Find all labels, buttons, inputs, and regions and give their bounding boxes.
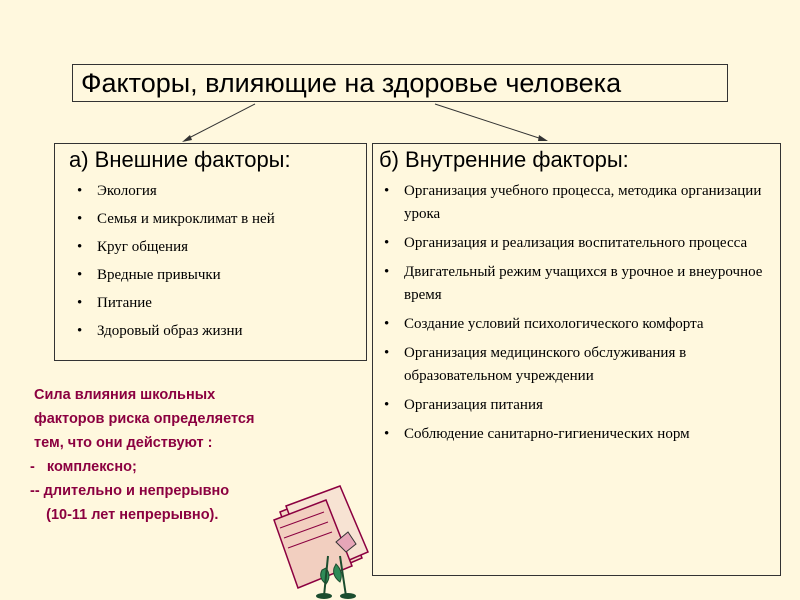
note-line: -- длительно и непрерывно xyxy=(30,483,230,499)
diagram-title: Факторы, влияющие на здоровье человека xyxy=(72,64,728,102)
external-factors-heading: а) Внешние факторы: xyxy=(69,147,291,172)
list-item: • Создание условий психологического комфорта xyxy=(404,313,772,336)
list-item: • Семья и микроклимат в ней xyxy=(97,208,366,231)
arrowhead-internal xyxy=(538,135,548,141)
list-item: • Питание xyxy=(97,292,366,315)
list-item: • Соблюдение санитарно-гигиенических норм xyxy=(404,423,772,446)
arrow-to-internal xyxy=(435,104,545,140)
note-line: факторов риска определяется xyxy=(30,411,255,427)
internal-factors-heading: б) Внутренние факторы: xyxy=(379,147,629,172)
external-factors-box xyxy=(54,143,367,361)
note-line: Сила влияния школьных xyxy=(30,387,216,403)
list-item: • Организация питания xyxy=(404,394,772,417)
list-item: • Здоровый образ жизни xyxy=(97,320,366,343)
list-item: • Экология xyxy=(97,180,366,203)
external-factors-list xyxy=(97,180,366,343)
note-line: тем, что они действуют : xyxy=(30,435,213,451)
note-line: (10-11 лет непрерывно). xyxy=(30,507,219,523)
list-item: • Организация и реализация воспитательного процесса xyxy=(404,232,772,255)
arrowhead-external xyxy=(182,135,192,142)
list-item: • Вредные привычки xyxy=(97,264,366,287)
list-item: • Двигательный режим учащихся в урочное и внеурочное время xyxy=(404,261,772,307)
arrow-to-external xyxy=(185,104,255,140)
list-item: • Круг общения xyxy=(97,236,366,259)
folder-clipart-icon xyxy=(266,472,378,600)
internal-factors-box xyxy=(372,143,781,576)
list-item: • Организация учебного процесса, методика организации урока xyxy=(404,180,772,226)
list-item: • Организация медицинского обслуживания в образовательном учреждении xyxy=(404,342,772,388)
note-line: - комплексно; xyxy=(30,459,137,475)
internal-factors-list xyxy=(404,180,772,446)
